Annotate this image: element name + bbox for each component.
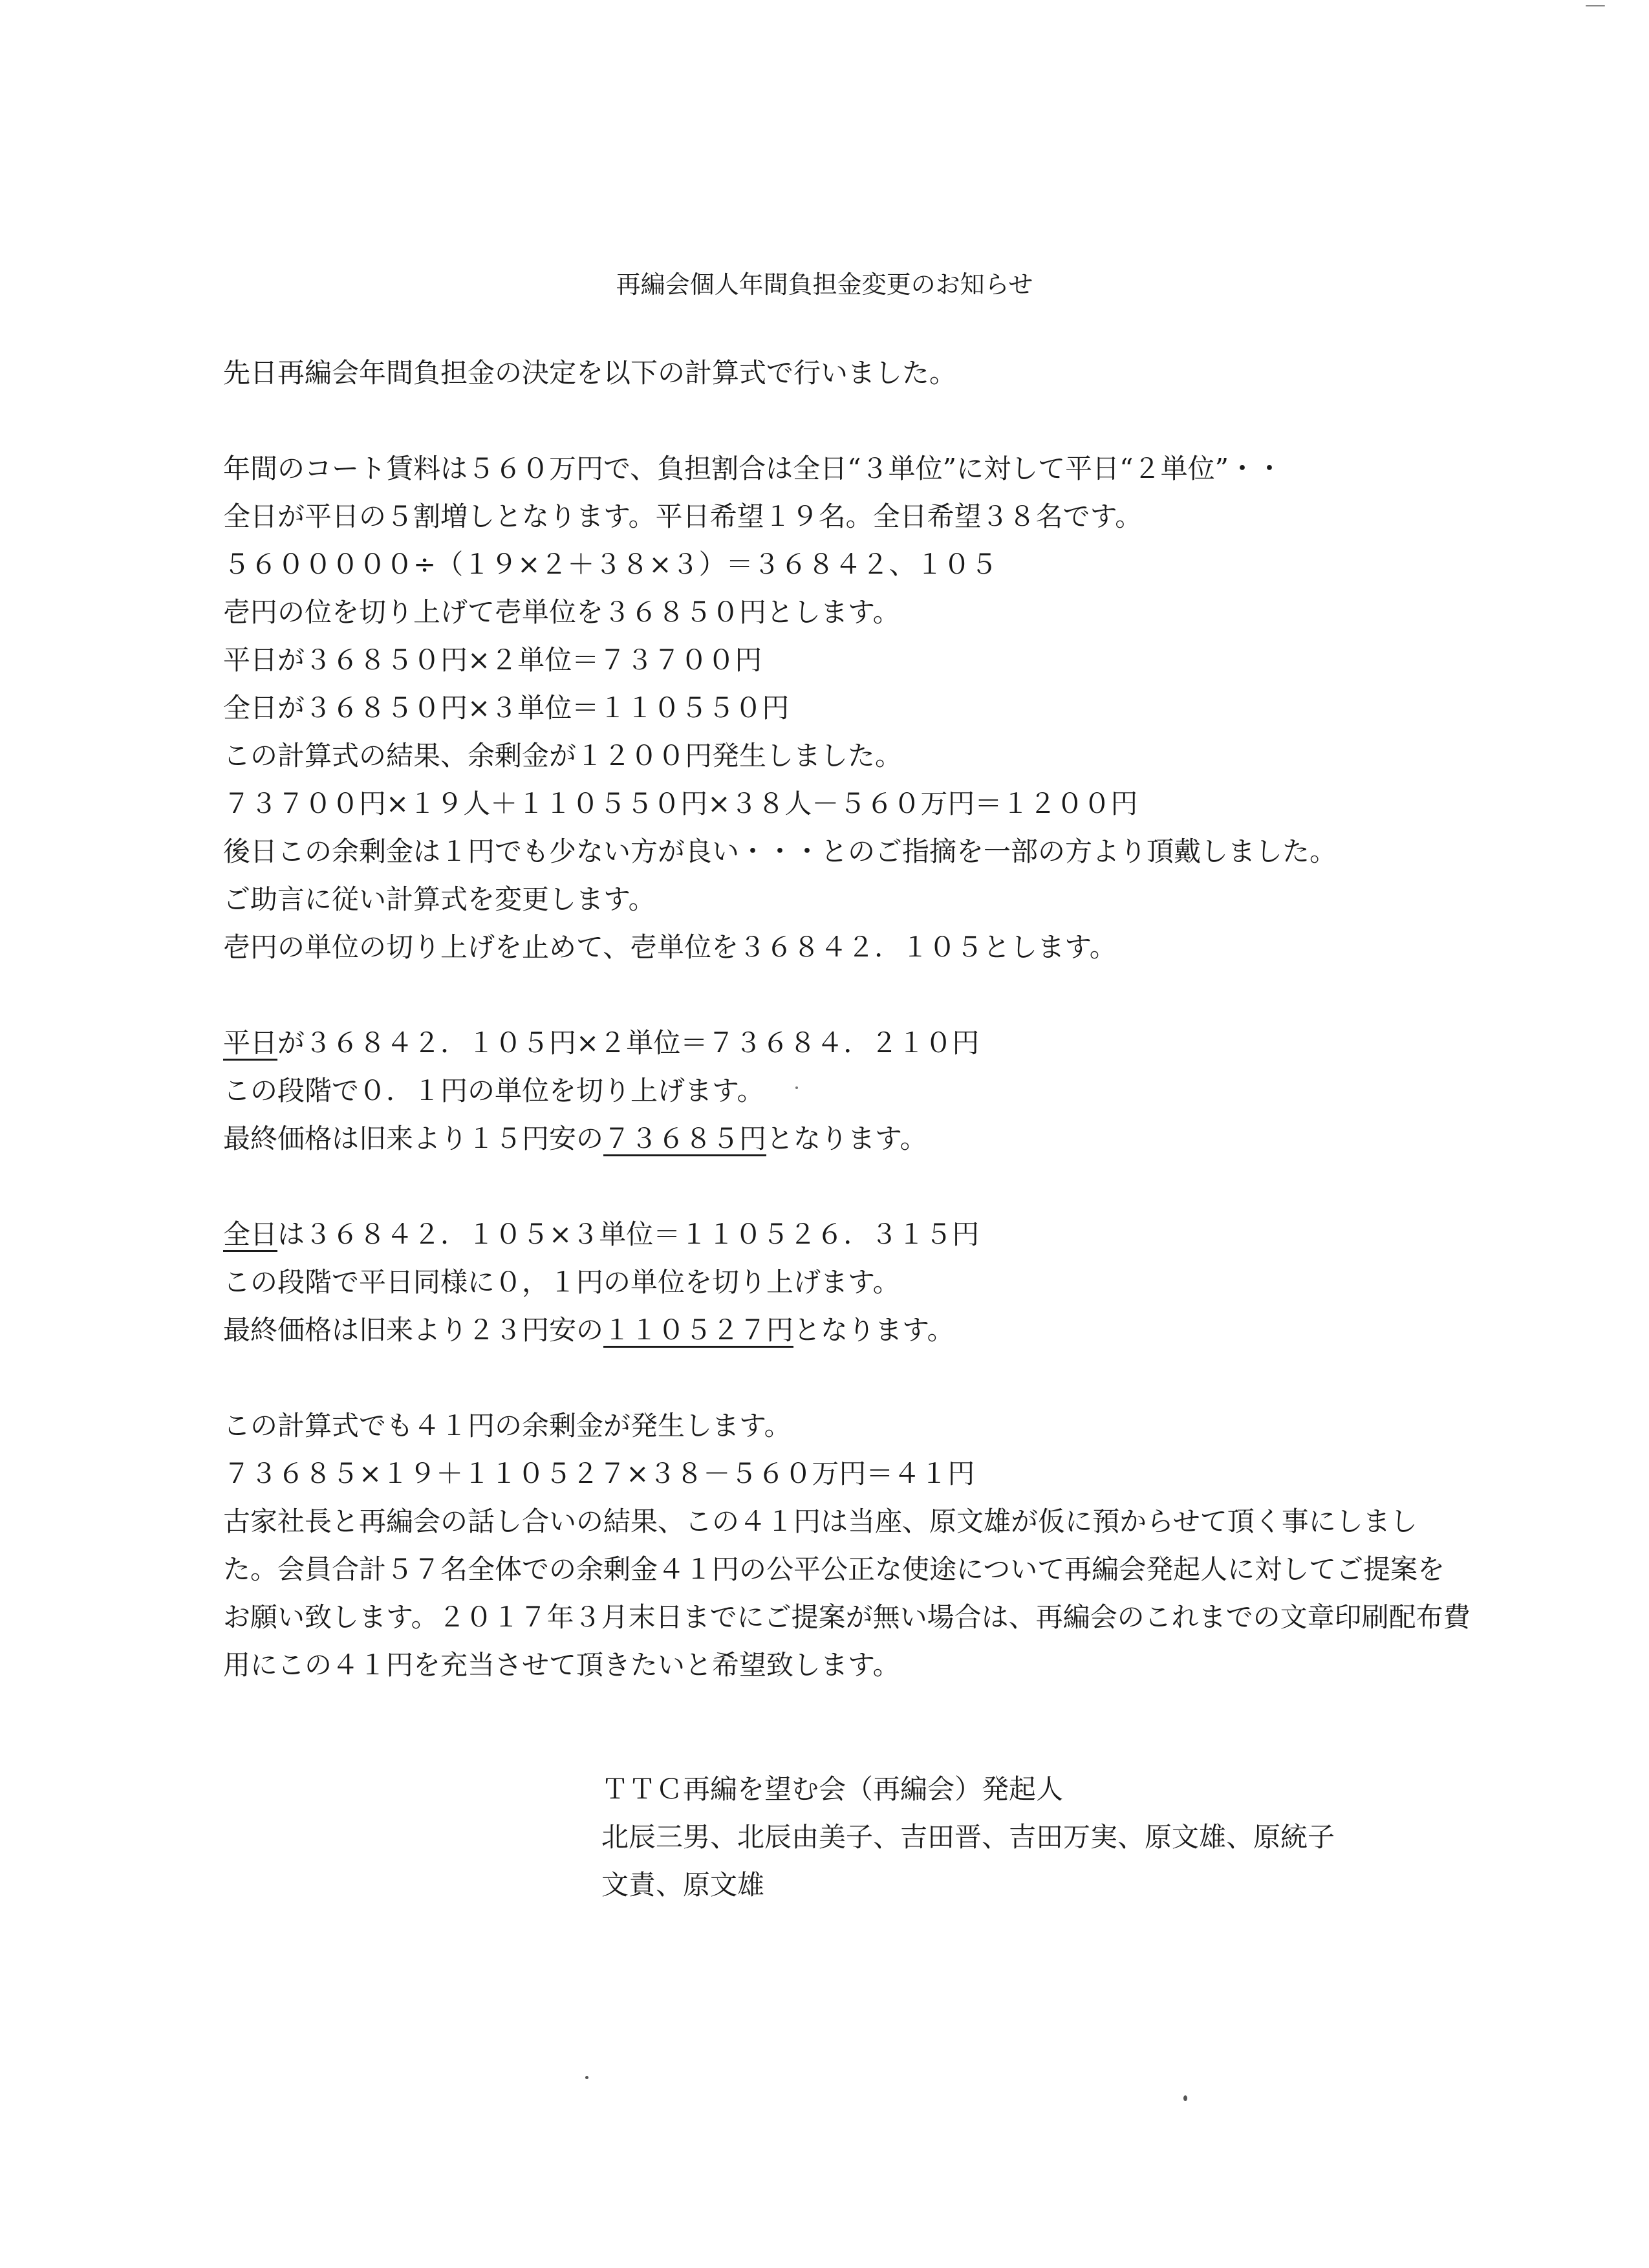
- scan-speck: [585, 2076, 588, 2079]
- fullday-line-1-text: は３６８４２．１０５×３単位＝１１０５２６．３１５円: [277, 1218, 980, 1250]
- weekday-line-1: [223, 1019, 1471, 1067]
- weekday-line-3-pre: 最終価格は旧来より１５円安の: [223, 1123, 604, 1154]
- section3-line-1: この計算式でも４１円の余剰金が発生します。: [223, 1410, 792, 1442]
- section3-paragraph: 古家社長と再編会の話し合いの結果、この４１円は当座、原文雄が仮に預からせて頂く事にしました。会員合計５７名全体での余剰金４１円の公平公正な使途について再編会発起人に対してご提案をお願い致します。２０１７年３月末日までにご提案が無い場合は、再編会のこれまでの文章印刷配布費用にこの４１円を充当させて頂きたいと希望致します。: [223, 1506, 1471, 1681]
- signature-org: ＴＴＣ再編を望む会（再編会）発起人: [601, 1773, 1064, 1805]
- signature-block: [601, 1766, 1507, 1909]
- blank-line: [223, 1354, 1471, 1402]
- section1-line-7: この計算式の結果、余剰金が１２００円発生しました。: [223, 740, 903, 772]
- scan-speck: [795, 1086, 798, 1089]
- fullday-line-1: [223, 1211, 1471, 1258]
- scan-speck: [1183, 2095, 1187, 2101]
- weekday-line-2: この段階で０．１円の単位を切り上げます。: [223, 1075, 764, 1107]
- section1-line-2: 全日が平日の５割増しとなります。平日希望１９名。全日希望３８名です。: [223, 501, 1143, 532]
- blank-line: [223, 971, 1471, 1019]
- fullday-line-3: [223, 1306, 1471, 1354]
- section1-line-4: 壱円の位を切り上げて壱単位を３６８５０円とします。: [223, 596, 900, 628]
- blank-line: [223, 397, 1471, 445]
- document-body: [223, 349, 1471, 1689]
- weekday-final-price: ７３６８５円: [603, 1123, 767, 1154]
- fullday-line-3-post: となります。: [793, 1314, 954, 1346]
- scan-speck: [1586, 5, 1605, 6]
- weekday-line-3: [223, 1115, 1471, 1163]
- section3-line-2: ７３６８５×１９＋１１０５２７×３８－５６０万円＝４１円: [223, 1458, 975, 1489]
- fullday-line-3-pre: 最終価格は旧来より２３円安の: [223, 1314, 604, 1346]
- section1-line-8: ７３７００円×１９人＋１１０５５０円×３８人－５６０万円＝１２００円: [223, 788, 1138, 819]
- section1-line-9: 後日この余剰金は１円でも少ない方が良い・・・とのご指摘を一部の方より頂戴しました。: [223, 836, 1337, 867]
- section1-line-6: 全日が３６８５０円×３単位＝１１０５５０円: [223, 692, 790, 724]
- document-title: 再編会個人年間負担金変更のお知らせ: [616, 270, 1033, 299]
- fullday-final-price: １１０５２７円: [603, 1314, 794, 1346]
- section1-line-5: 平日が３６８５０円×２単位＝７３７００円: [223, 644, 762, 676]
- weekday-line-1-text: が３６８４２．１０５円×２単位＝７３６８４．２１０円: [277, 1027, 980, 1059]
- section1-line-11: 壱円の単位の切り上げを止めて、壱単位を３６８４２．１０５とします。: [223, 931, 1117, 963]
- section1-line-10: ご助言に従い計算式を変更します。: [223, 883, 656, 915]
- intro-line: 先日再編会年間負担金の決定を以下の計算式で行いました。: [223, 357, 957, 389]
- section1-line-3: ５６０００００÷（１９×２＋３８×３）＝３６８４２、１０５: [223, 548, 998, 580]
- weekday-label: 平日: [223, 1027, 278, 1059]
- fullday-line-2: この段階で平日同様に０，１円の単位を切り上げます。: [223, 1266, 900, 1298]
- signature-author: 文責、原文雄: [601, 1869, 765, 1901]
- section1-line-1: 年間のコート賃料は５６０万円で、負担割合は全日“３単位”に対して平日“２単位”・・: [223, 453, 1284, 484]
- weekday-line-3-post: となります。: [766, 1123, 927, 1154]
- blank-line: [223, 1163, 1471, 1211]
- signature-members: 北辰三男、北辰由美子、吉田晋、吉田万実、原文雄、原統子: [601, 1821, 1335, 1853]
- fullday-label: 全日: [223, 1218, 278, 1250]
